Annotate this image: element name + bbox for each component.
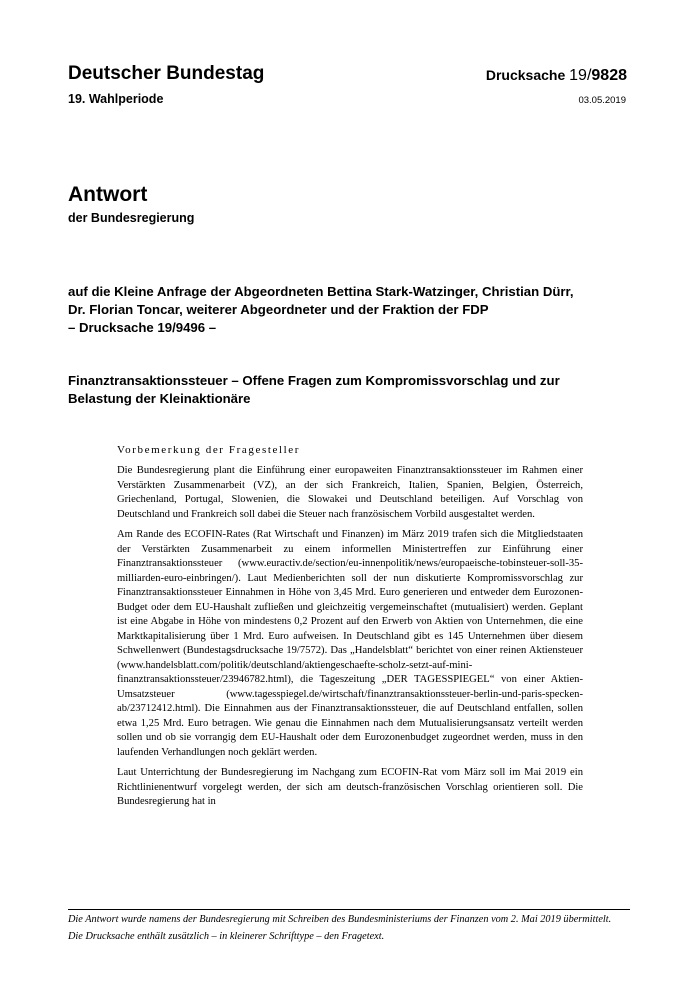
- body-paragraph: Laut Unterrichtung der Bundesregierung im Nachgang zum ECOFIN-Rat vom März soll im Mai 2019 ein Richtlinienentwurf vorgelegt werden, der sich am deutsch-französischen Vorschlag orientieren soll. Die Bundesregierung hat in: [117, 767, 583, 807]
- footer-divider: [68, 909, 630, 910]
- preliminary-remark-heading: Vorbemerkung der Fragesteller: [117, 444, 301, 456]
- inquiry-line: auf die Kleine Anfrage der Abgeordneten Bettina Stark-Watzinger, Christian Dürr,: [68, 284, 574, 299]
- topic-line: Belastung der Kleinaktionäre: [68, 391, 251, 406]
- document-date: 03.05.2019: [578, 95, 626, 106]
- footer-note: Die Drucksache enthält zusätzlich – in kleinerer Schrifttype – den Fragetext.: [68, 931, 385, 942]
- footer-notes: [68, 913, 638, 947]
- footer-note: Die Antwort wurde namens der Bundesregierung mit Schreiben des Bundesministeriums der Finanzen vom 2. Mai 2019 übermittelt.: [68, 914, 612, 925]
- document-number-value: 9828: [591, 67, 627, 84]
- topic-line: Finanztransaktionssteuer – Offene Fragen zum Kompromissvorschlag und zur: [68, 373, 560, 388]
- document-number: [486, 67, 627, 85]
- inquiry-line: Dr. Florian Toncar, weiterer Abgeordneter und der Fraktion der FDP: [68, 302, 489, 317]
- inquiry-reference: [68, 283, 638, 337]
- body-paragraph: Die Bundesregierung plant die Einführung einer europaweiten Finanztransaktionssteuer im Rahmen einer Verstärkten Zusammenarbeit (VZ), an der sich Frankreich, Italien, Spanien, Belgien, Österreich, Griechenland, Portugal, Slowenien, die Slowakei und Deutschland beteiligen. Auf Vorschlag von Deutschland und Frankreich soll dabei die Steuer nach französischem Vorbild ausgestaltet werden.: [117, 465, 583, 520]
- document-number-prefix: 19/: [569, 67, 592, 84]
- body-paragraph: Am Rande des ECOFIN-Rates (Rat Wirtschaft und Finanzen) im März 2019 trafen sich die Mitgliedstaaten der Verstärkten Zusammenarbeit zu einem informellen Ministertreffen zur Einführung einer Finanztransaktionssteuer (www.euractiv.de/section/eu-innenpolitik/news/europaeische-tobinsteuer-soll-35-milliarden-euro-einbringen/). Laut Medienberichten soll der nun diskutierte Kompromissvorschlag zur Finanztransaktionssteuer Einnahmen in Höhe von 3,45 Mrd. Euro generieren und entweder dem Eurozonen-Budget oder dem EU-Haushalt zufließen und gleichzeitig vergemeinschaftet (mutualisiert) werden. Geplant ist eine Abgabe in Höhe von mindestens 0,2 Prozent auf den Erwerb von Aktien von Unternehmen, die eine Marktkapitalisierung über 1 Mrd. Euro aufweisen. In Deutschland gibt es 145 Unternehmen über diesem Schwellenwert (Bundestagsdrucksache 19/7572). Das „Handelsblatt“ berichtet von einer reinen Aktiensteuer (www.handelsblatt.com/politik/deutschland/aktiengeschaefte-scholz-setzt-auf-mini-finanztransaktionssteuer/23946782.html), die Tageszeitung „DER TAGESSPIEGEL“ von einer Aktien-Umsatzsteuer (www.tagesspiegel.de/wirtschaft/finanztransaktionssteuer-berlin-und-paris-specken-ab/23712412.html). Die Einnahmen aus der Finanztransaktionssteuer, die auf Deutschland entfallen, sollen etwa 1,25 Mrd. Euro betragen. Wie genau die Einnahmen nach dem Mutualisierungsansatz verteilt werden sollen und ob sie vorrangig dem EU-Haushalt oder dem Eurozonenbudget zugeordnet werden, muss in den laufenden Verhandlungen noch geklärt werden.: [117, 529, 583, 758]
- document-number-label: Drucksache: [485, 67, 566, 83]
- document-subtitle: der Bundesregierung: [68, 211, 195, 225]
- topic-heading: [68, 372, 638, 408]
- legislative-period: 19. Wahlperiode: [68, 92, 164, 106]
- inquiry-line: – Drucksache 19/9496 –: [68, 320, 217, 335]
- preliminary-remark-body: [117, 464, 583, 816]
- document-title: Antwort: [68, 183, 148, 206]
- parliament-name: Deutscher Bundestag: [68, 63, 265, 84]
